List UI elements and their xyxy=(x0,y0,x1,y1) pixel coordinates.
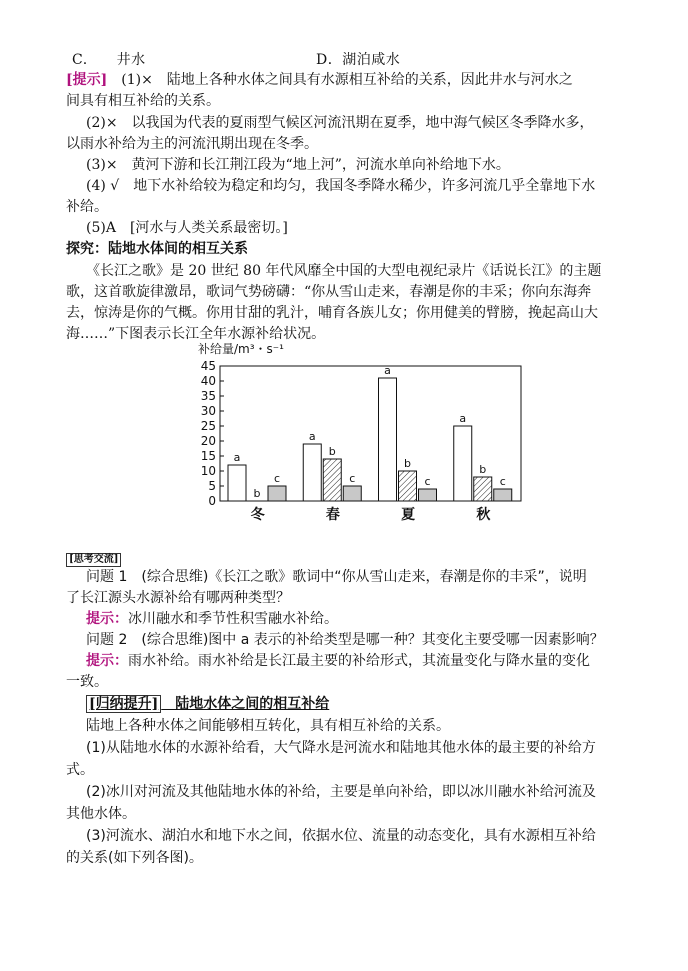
x-category-label: 春 xyxy=(325,507,340,523)
bar-a xyxy=(303,444,321,501)
y-tick-label: 30 xyxy=(200,404,216,418)
summary-point-2-line-2: 其他水体。 xyxy=(66,806,136,822)
bar-label-b: b xyxy=(253,487,261,500)
y-tick-label: 35 xyxy=(200,389,216,403)
x-category-label: 冬 xyxy=(250,507,265,523)
hint-2-line-1: (2)× 以我国为代表的夏雨型气候区河流汛期在夏季，地中海气候区冬季降水多， xyxy=(86,115,594,131)
hint-label: [提示] xyxy=(66,72,108,88)
water-supply-bar-chart xyxy=(190,340,530,530)
y-tick-label: 15 xyxy=(200,449,216,463)
bar-label-a: a xyxy=(459,412,467,425)
x-category-label: 秋 xyxy=(476,507,491,523)
bar-label-b: b xyxy=(328,445,336,458)
bar-label-c: c xyxy=(424,475,431,488)
bar-label-c: c xyxy=(499,475,506,488)
explore-title: 探究：陆地水体间的相互关系 xyxy=(66,241,248,257)
y-tick-label: 40 xyxy=(200,374,216,388)
summary-point-3-line-2: 的关系(如下列各图)。 xyxy=(66,850,203,866)
question-1-line-2: 了长江源头水源补给有哪两种类型？ xyxy=(66,590,290,606)
summary-point-2-line-1: (2)冰川对河流及其他陆地水体的补给，主要是单向补给，即以冰川融水补给河流及 xyxy=(86,784,596,800)
y-tick-label: 0 xyxy=(208,494,216,508)
summary-point-1-line-1: (1)从陆地水体的水源补给看，大气降水是河流水和陆地其他水体的最主要的补给方 xyxy=(86,740,596,756)
bar-a xyxy=(228,465,246,501)
bar-c xyxy=(419,489,437,501)
explore-paragraph-line-1: 《长江之歌》是 20 世纪 80 年代风靡全中国的大型电视纪录片《话说长江》的主题 xyxy=(86,263,602,279)
x-category-label: 夏 xyxy=(401,507,416,523)
bar-b xyxy=(323,459,341,501)
question-2: 问题 2 (综合思维)图中 a 表示的补给类型是哪一种？其变化主要受哪一因素影响？ xyxy=(86,632,604,648)
bar-c xyxy=(268,486,286,501)
bar-b xyxy=(474,477,492,501)
explore-paragraph-line-4: 海……”下图表示长江全年水源补给状况。 xyxy=(66,326,326,342)
answer-2-line-2: 一致。 xyxy=(66,674,108,690)
y-tick-label: 45 xyxy=(200,359,216,373)
bar-label-a: a xyxy=(384,364,391,377)
hint-1-line-1: [提示] (1)× 陆地上各种水体之间具有水源相互补给的关系，因此井水与河水之 xyxy=(66,72,573,88)
bar-a xyxy=(379,378,397,501)
bar-label-b: b xyxy=(479,463,487,476)
y-tick-label: 5 xyxy=(208,479,216,493)
hint-4-line-2: 补给。 xyxy=(66,199,108,215)
question-1-line-1: 问题 1 (综合思维)《长江之歌》歌词中“你从雪山走来，春潮是你的丰采”，说明 xyxy=(86,569,587,585)
option-c: C. 井水 xyxy=(72,52,146,68)
summary-point-3-line-1: (3)河流水、湖泊水和地下水之间，依据水位、流量的动态变化，具有水源相互补给 xyxy=(86,828,596,844)
summary-point-1-line-2: 式。 xyxy=(66,762,94,778)
explore-paragraph-line-2: 歌，这首歌旋律激昂，歌词气势磅礴：“你从雪山走来，春潮是你的丰采；你向东海奔 xyxy=(66,284,592,300)
think-box-label: [思考交流] xyxy=(66,548,121,568)
bar-label-b: b xyxy=(404,457,411,470)
bar-c xyxy=(343,486,361,501)
hint-3: (3)× 黄河下游和长江荆江段为“地上河”，河流水单向补给地下水。 xyxy=(86,157,510,173)
bar-c xyxy=(494,489,512,501)
bar-label-c: c xyxy=(273,472,281,485)
answer-2-line-1: 提示：雨水补给。雨水补给是长江最主要的补给形式，其流量变化与降水量的变化 xyxy=(86,653,590,669)
answer-1: 提示：冰川融水和季节性积雪融水补给。 xyxy=(86,611,338,627)
hint-4-line-1: (4) √ 地下水补给较为稳定和均匀，我国冬季降水稀少，许多河流几乎全靠地下水 xyxy=(86,178,596,194)
summary-intro: 陆地上各种水体之间能够相互转化，具有相互补给的关系。 xyxy=(86,718,450,734)
option-d: D．湖泊咸水 xyxy=(316,52,401,68)
bar-label-c: c xyxy=(349,472,356,485)
y-tick-label: 25 xyxy=(200,419,216,433)
y-axis-label: 补给量/m³・s⁻¹ xyxy=(198,342,284,356)
hint-2-line-2: 以雨水补给为主的河流汛期出现在冬季。 xyxy=(66,136,318,152)
bar-a xyxy=(454,426,472,501)
hint-5: (5)A [河水与人类关系最密切。] xyxy=(86,220,288,236)
y-tick-label: 10 xyxy=(200,464,216,478)
bar-b xyxy=(399,471,417,501)
summary-heading: [归纳提升] 陆地水体之间的相互补给 xyxy=(86,694,329,714)
explore-paragraph-line-3: 去，惊涛是你的气概。你用甘甜的乳汁，哺育各族儿女；你用健美的臂膀，挽起高山大 xyxy=(66,305,598,321)
y-tick-label: 20 xyxy=(200,434,216,448)
bar-label-a: a xyxy=(308,430,316,443)
hint-1-line-2: 间具有相互补给的关系。 xyxy=(66,93,220,109)
bar-label-a: a xyxy=(233,451,241,464)
